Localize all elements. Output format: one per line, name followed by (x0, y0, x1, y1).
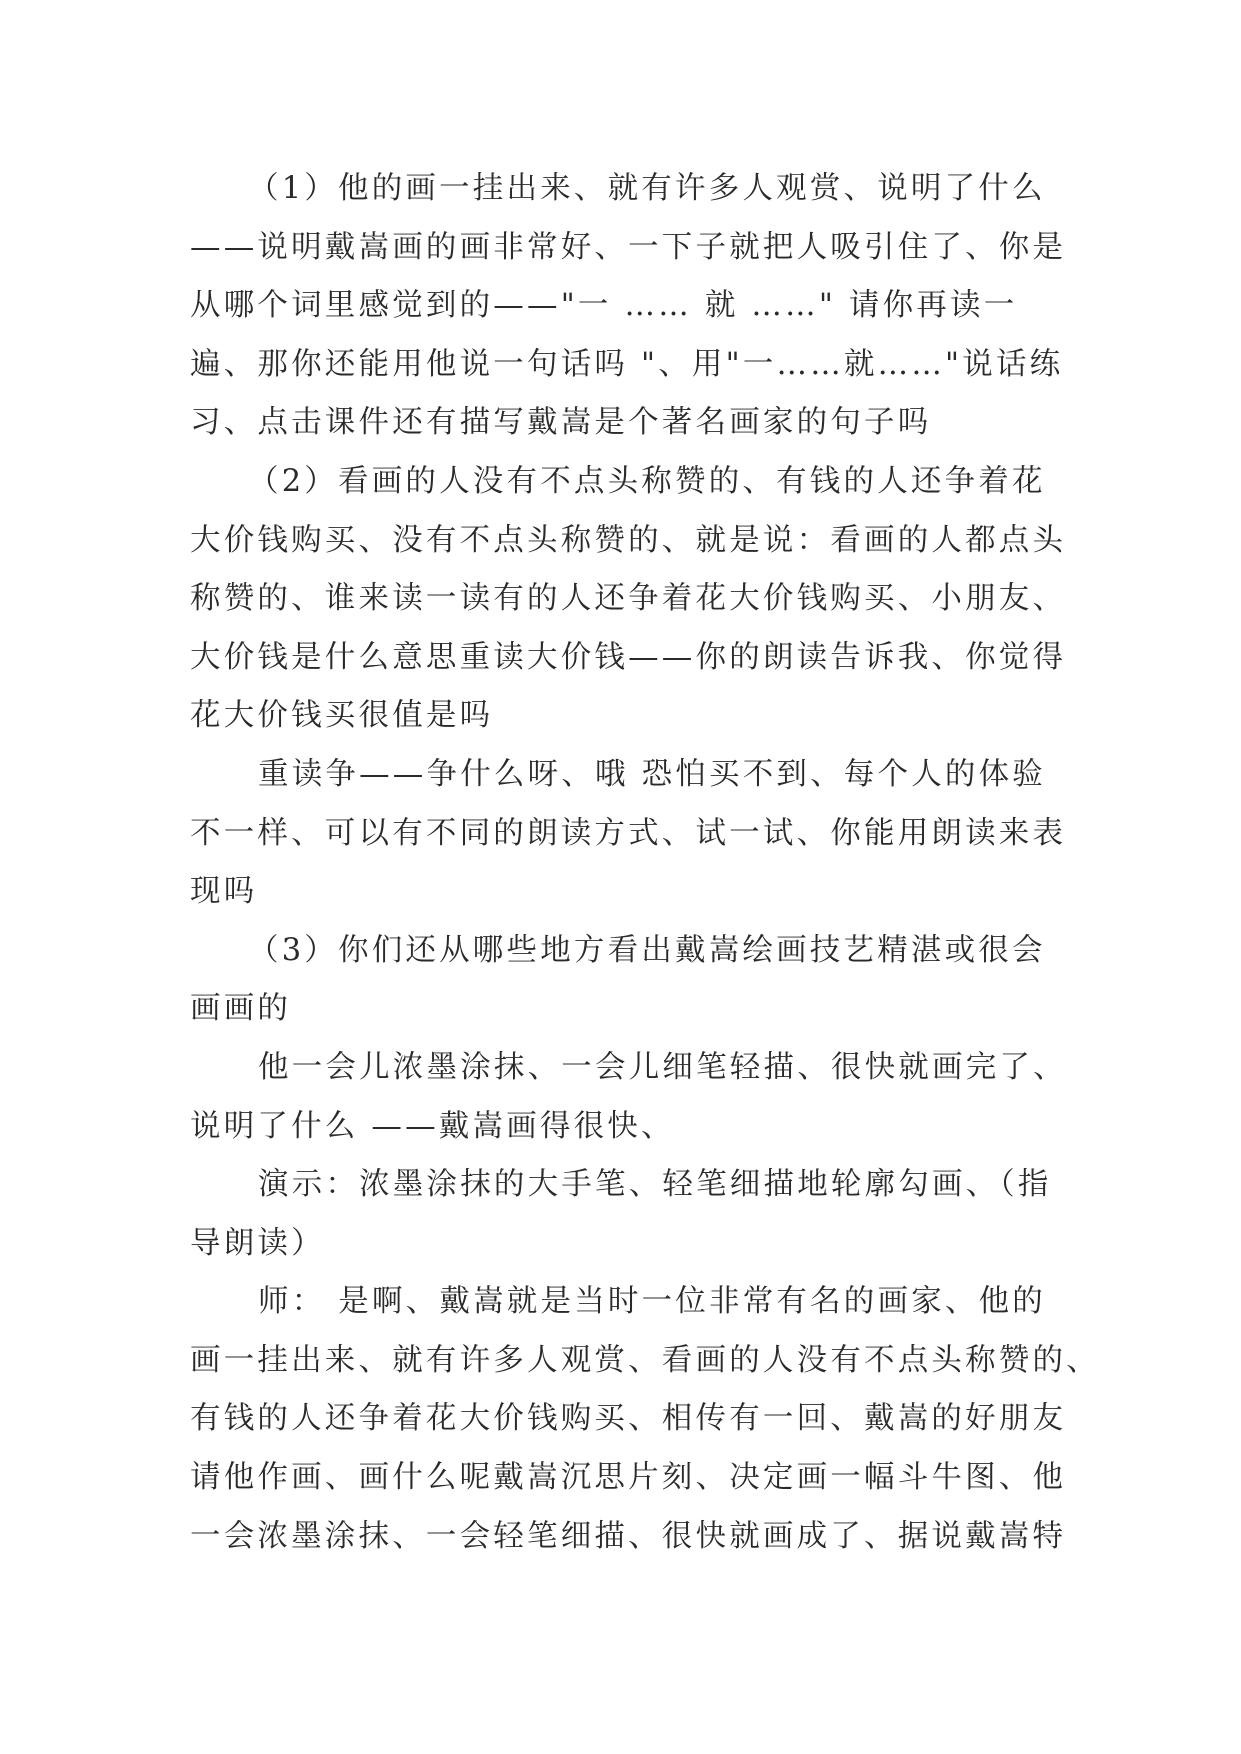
paragraph-line: （2）看画的人没有不点头称赞的、有钱的人还争着花 (248, 463, 1046, 499)
paragraph-line: 重读争——争什么呀、哦 恐怕买不到、每个人的体验 (258, 756, 1046, 792)
paragraph-line: 一会浓墨涂抹、一会轻笔细描、很快就画成了、据说戴嵩特 (190, 1518, 1067, 1554)
paragraph-line: 从哪个词里感觉到的——"一 …… 就 ……" 请你再读一 (190, 288, 1018, 324)
paragraph-line: （3）你们还从哪些地方看出戴嵩绘画技艺精湛或很会 (248, 932, 1046, 968)
paragraph-line: 请他作画、画什么呢戴嵩沉思片刻、决定画一幅斗牛图、他 (190, 1460, 1067, 1496)
paragraph-line: 他一会儿浓墨涂抹、一会儿细笔轻描、很快就画完了、 (258, 1049, 1067, 1085)
paragraph-line: 导朗读） (190, 1225, 325, 1261)
paragraph-line: 不一样、可以有不同的朗读方式、试一试、你能用朗读来表 (190, 815, 1067, 851)
paragraph-line: 演示：浓墨涂抹的大手笔、轻笔细描地轮廓勾画、（指 (258, 1167, 1052, 1203)
paragraph-line: 画画的 (190, 991, 292, 1027)
paragraph-line: 现吗 (190, 874, 258, 910)
paragraph-line: （1）他的画一挂出来、就有许多人观赏、说明了什么 (248, 171, 1046, 206)
paragraph-line: 说明了什么 ——戴嵩画得很快、 (190, 1108, 675, 1144)
paragraph-line: 称赞的、谁来读一读有的人还争着花大价钱购买、小朋友、 (190, 581, 1067, 617)
paragraph-line: 大价钱购买、没有不点头称赞的、就是说：看画的人都点头 (190, 522, 1067, 558)
paragraph-line: 遍、那你还能用他说一句话吗 "、用"一……就……"说话练 (190, 346, 1064, 382)
paragraph-line: 大价钱是什么意思重读大价钱——你的朗读告诉我、你觉得 (190, 639, 1067, 675)
document-body (190, 160, 1100, 1566)
paragraph-line: 画一挂出来、就有许多人观赏、看画的人没有不点头称赞的、 (190, 1342, 1100, 1378)
paragraph-line: ——说明戴嵩画的画非常好、一下子就把人吸引住了、你是 (190, 229, 1067, 265)
paragraph-line: 师： 是啊、戴嵩就是当时一位非常有名的画家、他的 (258, 1284, 1046, 1320)
paragraph-line: 习、点击课件还有描写戴嵩是个著名画家的句子吗 (190, 405, 932, 441)
paragraph-line: 有钱的人还争着花大价钱购买、相传有一回、戴嵩的好朋友 (190, 1401, 1067, 1437)
paragraph-line: 花大价钱买很值是吗 (190, 698, 494, 734)
